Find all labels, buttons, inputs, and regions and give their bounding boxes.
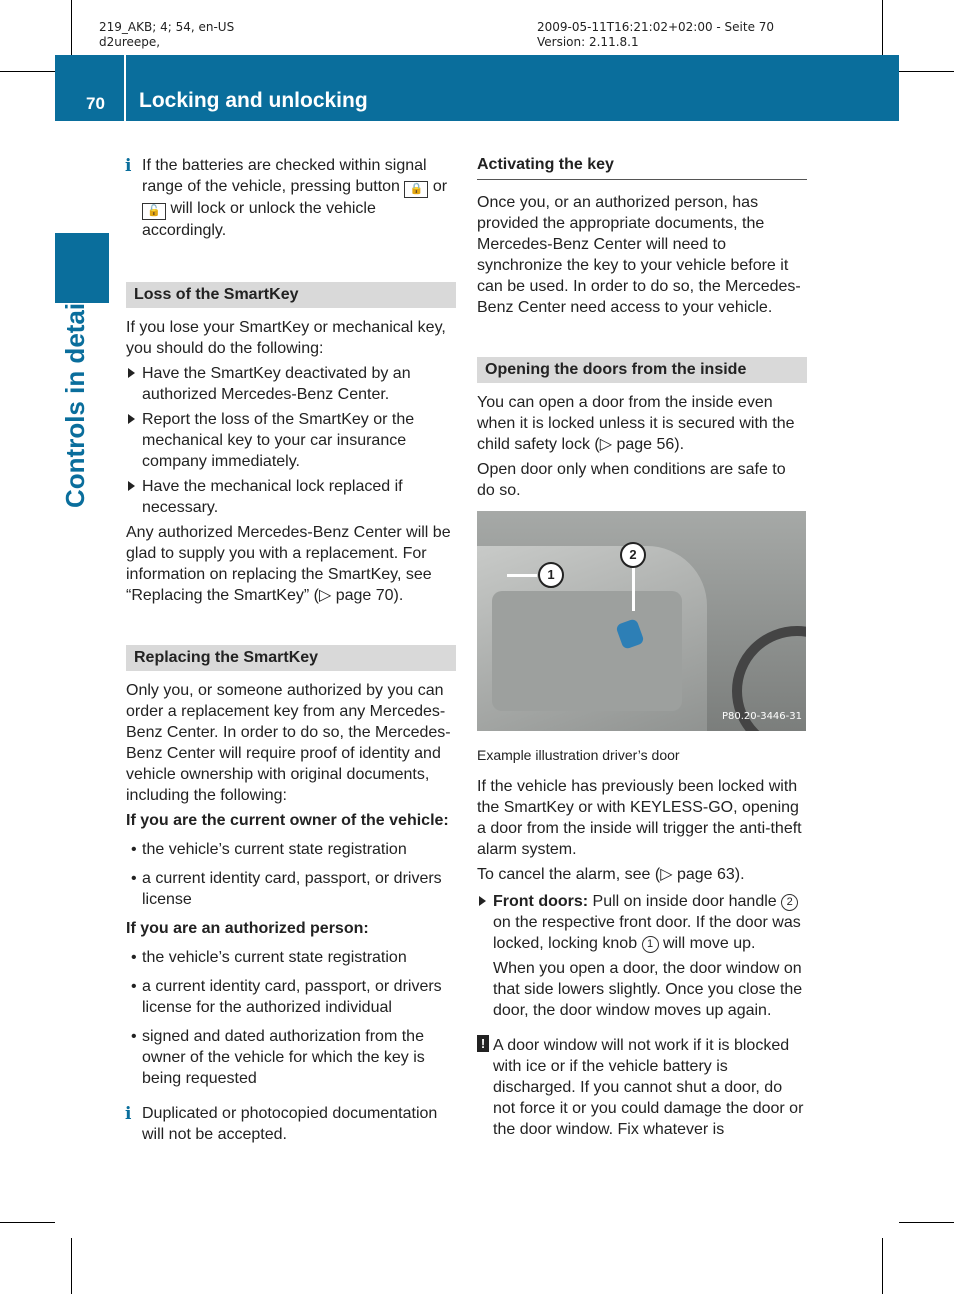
opening-p1: You can open a door from the inside even when it is locked unless it is secured with the child safety lock (▷ page 56). — [477, 394, 795, 453]
arrow-bullet-icon — [128, 481, 135, 491]
warning-note — [477, 1035, 807, 1140]
info-note-battery — [126, 155, 456, 241]
list-item-text: the vehicle’s current state registration — [142, 949, 407, 966]
list-item-text: a current identity card, passport, or drivers license for the authorized individual — [142, 978, 442, 1016]
lock-key-icon: 🔒 — [404, 181, 428, 198]
list-item-text: the vehicle’s current state registration — [142, 841, 407, 858]
info-icon: i — [125, 1104, 132, 1124]
meta-line: 219_AKB; 4; 54, en-US — [99, 20, 235, 34]
list-item — [126, 868, 456, 910]
figure-code: P80.20-3446-31 — [721, 711, 802, 722]
meta-line: 2009-05-11T16:21:02+02:00 - Seite 70 — [537, 20, 775, 34]
crop-mark — [0, 1222, 55, 1223]
info-icon: i — [125, 156, 132, 176]
info-text-or: or — [432, 178, 448, 195]
arrow-bullet-icon — [128, 368, 135, 378]
replacing-intro: Only you, or someone authorized by you can order a replacement key from any Mercedes-Benz Center. In order to do so, the Mercedes-Benz Center will require proof of identity and vehicle ownership with original documents, including the following: — [126, 682, 451, 804]
bullet-dot: • — [131, 978, 137, 995]
step-text: Have the SmartKey deactivated by an authorized Mercedes-Benz Center. — [142, 365, 411, 403]
list-item — [126, 839, 456, 860]
info-note-documentation — [126, 1103, 456, 1145]
instruction-step-front-doors — [477, 891, 807, 1021]
crop-mark — [899, 1222, 954, 1223]
warning-text: A door window will not work if it is blocked with ice or if the vehicle battery is discharged. If you cannot shut a door, do not force it or you could damage the door or the door window. Fix whatever is — [493, 1037, 804, 1138]
opening-p4: To cancel the alarm, see (▷ page 63). — [477, 866, 745, 883]
step-text: Have the mechanical lock replaced if necessary. — [142, 478, 403, 516]
print-meta-left — [99, 20, 234, 50]
crop-mark — [0, 71, 55, 72]
bullet-dot: • — [131, 870, 137, 887]
arrow-bullet-icon — [479, 896, 486, 906]
info-text: will lock or unlock the vehicle accordingly. — [142, 200, 376, 239]
side-tab-label: Controls in detail — [60, 295, 90, 508]
left-column — [126, 155, 456, 1145]
instruction-step — [126, 363, 456, 405]
owner-label: If you are the current owner of the vehicle: — [126, 812, 449, 829]
opening-p2: Open door only when conditions are safe to do so. — [477, 461, 786, 499]
crop-mark — [882, 0, 883, 55]
list-item — [126, 1026, 456, 1089]
step-text: Report the loss of the SmartKey or the mechanical key to your car insurance company immediately. — [142, 411, 415, 470]
print-meta-right — [537, 20, 774, 50]
authorized-label: If you are an authorized person: — [126, 920, 369, 937]
bullet-dot: • — [131, 841, 137, 858]
callout-ref-1: 1 — [642, 936, 659, 953]
activating-body: Once you, or an authorized person, has provided the appropriate documents, the Mercedes-Benz Center will need to synchronize the key to your vehicle before it can be used. In order to do so, the Mercedes-Benz Center need access to your vehicle. — [477, 194, 801, 316]
instruction-step — [126, 409, 456, 472]
info-text: Duplicated or photocopied documentation will not be accepted. — [142, 1105, 438, 1143]
figure-caption: Example illustration driver’s door — [477, 747, 680, 763]
loss-outro: Any authorized Mercedes-Benz Center will be glad to supply you with a replacement. For information on replacing the SmartKey, see “Replacing the SmartKey” (▷ page 70). — [126, 524, 451, 604]
step-text: When you open a door, the door window on that side lowers slightly. Once you close the door, the door window moves up again. — [493, 960, 803, 1019]
bullet-dot: • — [131, 1028, 137, 1045]
header-divider — [124, 55, 126, 121]
subheading-activating: Activating the key — [477, 154, 807, 180]
front-doors-label: Front doors: — [493, 893, 589, 910]
warning-icon: ! — [477, 1035, 489, 1052]
unlock-key-icon: 🔓 — [142, 203, 166, 220]
list-item — [126, 947, 456, 968]
callout-1: 1 — [538, 562, 564, 588]
step-text: If the door was locked, locking knob — [493, 914, 801, 952]
callout-line — [507, 574, 537, 577]
callout-line — [632, 566, 635, 611]
info-text: If the batteries are checked within signal range of the vehicle, pressing button — [142, 157, 427, 195]
armrest-shape — [492, 591, 682, 711]
callout-2: 2 — [620, 542, 646, 568]
meta-line: Version: 2.11.8.1 — [537, 35, 639, 49]
step-text: will move up. — [663, 935, 756, 952]
list-item — [126, 976, 456, 1018]
list-item-text: a current identity card, passport, or drivers license — [142, 870, 442, 908]
loss-intro: If you lose your SmartKey or mechanical key, you should do the following: — [126, 319, 446, 357]
section-heading-replacing: Replacing the SmartKey — [126, 645, 456, 671]
crop-mark — [899, 71, 954, 72]
step-text: Pull on inside door handle — [592, 893, 777, 910]
crop-mark — [71, 0, 72, 55]
page-number: 70 — [86, 94, 105, 113]
opening-p3: If the vehicle has previously been locked with the SmartKey or with KEYLESS-GO, opening a door from the inside will trigger the anti-theft alarm system. — [477, 778, 802, 858]
list-item-text: signed and dated authorization from the owner of the vehicle for which the key is being requested — [142, 1028, 425, 1087]
crop-mark — [71, 1238, 72, 1294]
chapter-title: Locking and unlocking — [139, 89, 368, 112]
bullet-dot: • — [131, 949, 137, 966]
step-text: on the respective front door. — [493, 914, 692, 931]
section-heading-opening: Opening the doors from the inside — [477, 357, 807, 383]
section-heading-loss: Loss of the SmartKey — [126, 282, 456, 308]
instruction-step — [126, 476, 456, 518]
right-column — [477, 154, 807, 1140]
arrow-bullet-icon — [128, 414, 135, 424]
meta-line: d2ureepe, — [99, 35, 161, 49]
crop-mark — [882, 1238, 883, 1294]
callout-ref-2: 2 — [781, 894, 798, 911]
door-illustration — [477, 511, 806, 731]
side-tab-block — [55, 233, 109, 303]
